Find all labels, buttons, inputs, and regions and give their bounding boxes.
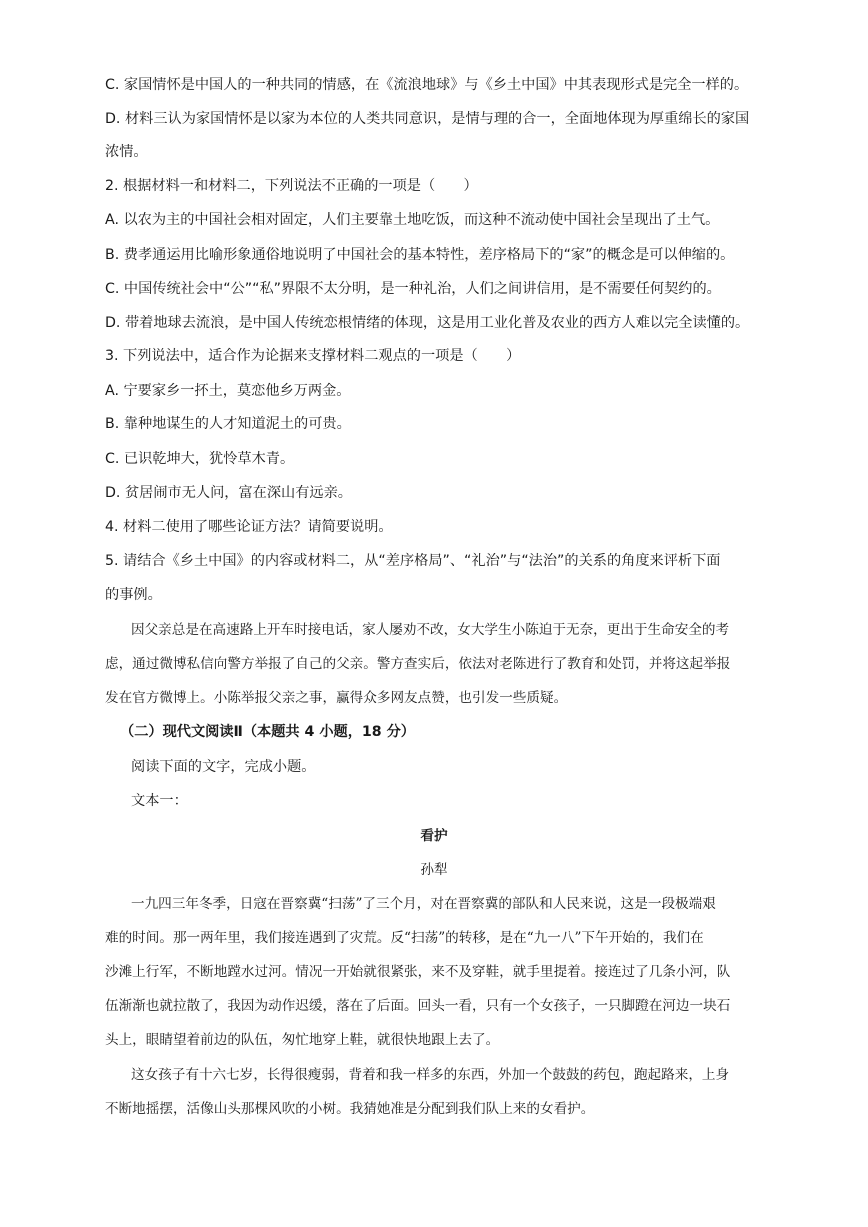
option-d-q1: D. 材料三认为家国情怀是以家为本位的人类共同意识，是情与理的合一，全面地体现为厚重绵长的家国 (105, 111, 750, 127)
option-b-q3: B. 靠种地谋生的人才知道泥土的可贵。 (105, 416, 351, 432)
section-heading: （二）现代文阅读Ⅱ（本题共 4 小题，18 分） (120, 724, 415, 740)
question-5-continued: 的事例。 (105, 587, 162, 603)
case-paragraph-line: 发在官方微博上。小陈举报父亲之事，赢得众多网友点赞，也引发一些质疑。 (105, 690, 568, 706)
story-paragraph-line: 一九四三年冬季，日寇在晋察冀“扫荡”了三个月，对在晋察冀的部队和人民来说，这是一段极端艰 (131, 896, 716, 912)
question-4: 4. 材料二使用了哪些论证方法？请简要说明。 (105, 519, 393, 535)
reading-instruction: 阅读下面的文字，完成小题。 (131, 759, 316, 775)
question-3: 3. 下列说法中，适合作为论据来支撑材料二观点的一项是（ ） (105, 348, 521, 364)
story-paragraph-line: 这女孩子有十六七岁，长得很瘦弱，背着和我一样多的东西，外加一个鼓鼓的药包，跑起路来，上身 (131, 1067, 730, 1083)
case-paragraph-line: 虑，通过微博私信向警方举报了自己的父亲。警方查实后，依法对老陈进行了教育和处罚，并将这起举报 (105, 656, 731, 672)
story-author: 孙犁 (420, 862, 448, 878)
story-paragraph-line: 难的时间。那一两年里，我们接连遇到了灾荒。反“扫荡”的转移，是在“九一八”下午开始的，我们在 (105, 930, 704, 946)
story-paragraph-line: 伍渐渐也就拉散了，我因为动作迟缓，落在了后面。回头一看，只有一个女孩子，一只脚蹬在河边一块石 (105, 998, 731, 1014)
option-a-q3: A. 宁要家乡一抔土，莫恋他乡万两金。 (105, 383, 351, 399)
option-a-q2: A. 以农为主的中国社会相对固定，人们主要靠土地吃饭，而这种不流动使中国社会呈现出了土气。 (105, 212, 720, 228)
case-paragraph-line: 因父亲总是在高速路上开车时接电话，家人屡劝不改，女大学生小陈迫于无奈，更出于生命安全的考 (131, 622, 730, 638)
option-d-q1-continued: 浓情。 (105, 144, 148, 160)
option-c-q3: C. 已识乾坤大，犹怜草木青。 (105, 451, 295, 467)
option-d-q2: D. 带着地球去流浪，是中国人传统恋根情绪的体现，这是用工业化普及农业的西方人难以完全读懂的。 (105, 315, 750, 331)
question-2: 2. 根据材料一和材料二，下列说法不正确的一项是（ ） (105, 178, 478, 194)
option-c-q1: C. 家国情怀是中国人的一种共同的情感，在《流浪地球》与《乡土中国》中其表现形式是完全一样的。 (105, 77, 749, 93)
story-title: 看护 (420, 828, 448, 844)
question-5: 5. 请结合《乡土中国》的内容或材料二，从“差序格局”、“礼治”与“法治”的关系的角度来评析下面 (105, 553, 721, 569)
text-label: 文本一： (131, 793, 188, 809)
story-paragraph-line: 沙滩上行军，不断地蹚水过河。情况一开始就很紧张，来不及穿鞋，就手里提着。接连过了几条小河，队 (105, 964, 731, 980)
story-paragraph-line: 头上，眼睛望着前边的队伍，匆忙地穿上鞋，就很快地跟上去了。 (105, 1032, 500, 1048)
story-paragraph-line: 不断地摇摆，活像山头那棵风吹的小树。我猜她准是分配到我们队上来的女看护。 (105, 1101, 595, 1117)
option-c-q2: C. 中国传统社会中“公”“私”界限不太分明，是一种礼治，人们之间讲信用，是不需要任何契约的。 (105, 281, 721, 297)
option-d-q3: D. 贫居闹市无人问，富在深山有远亲。 (105, 485, 352, 501)
option-b-q2: B. 费孝通运用比喻形象通俗地说明了中国社会的基本特性，差序格局下的“家”的概念是可以伸缩的。 (105, 247, 735, 263)
